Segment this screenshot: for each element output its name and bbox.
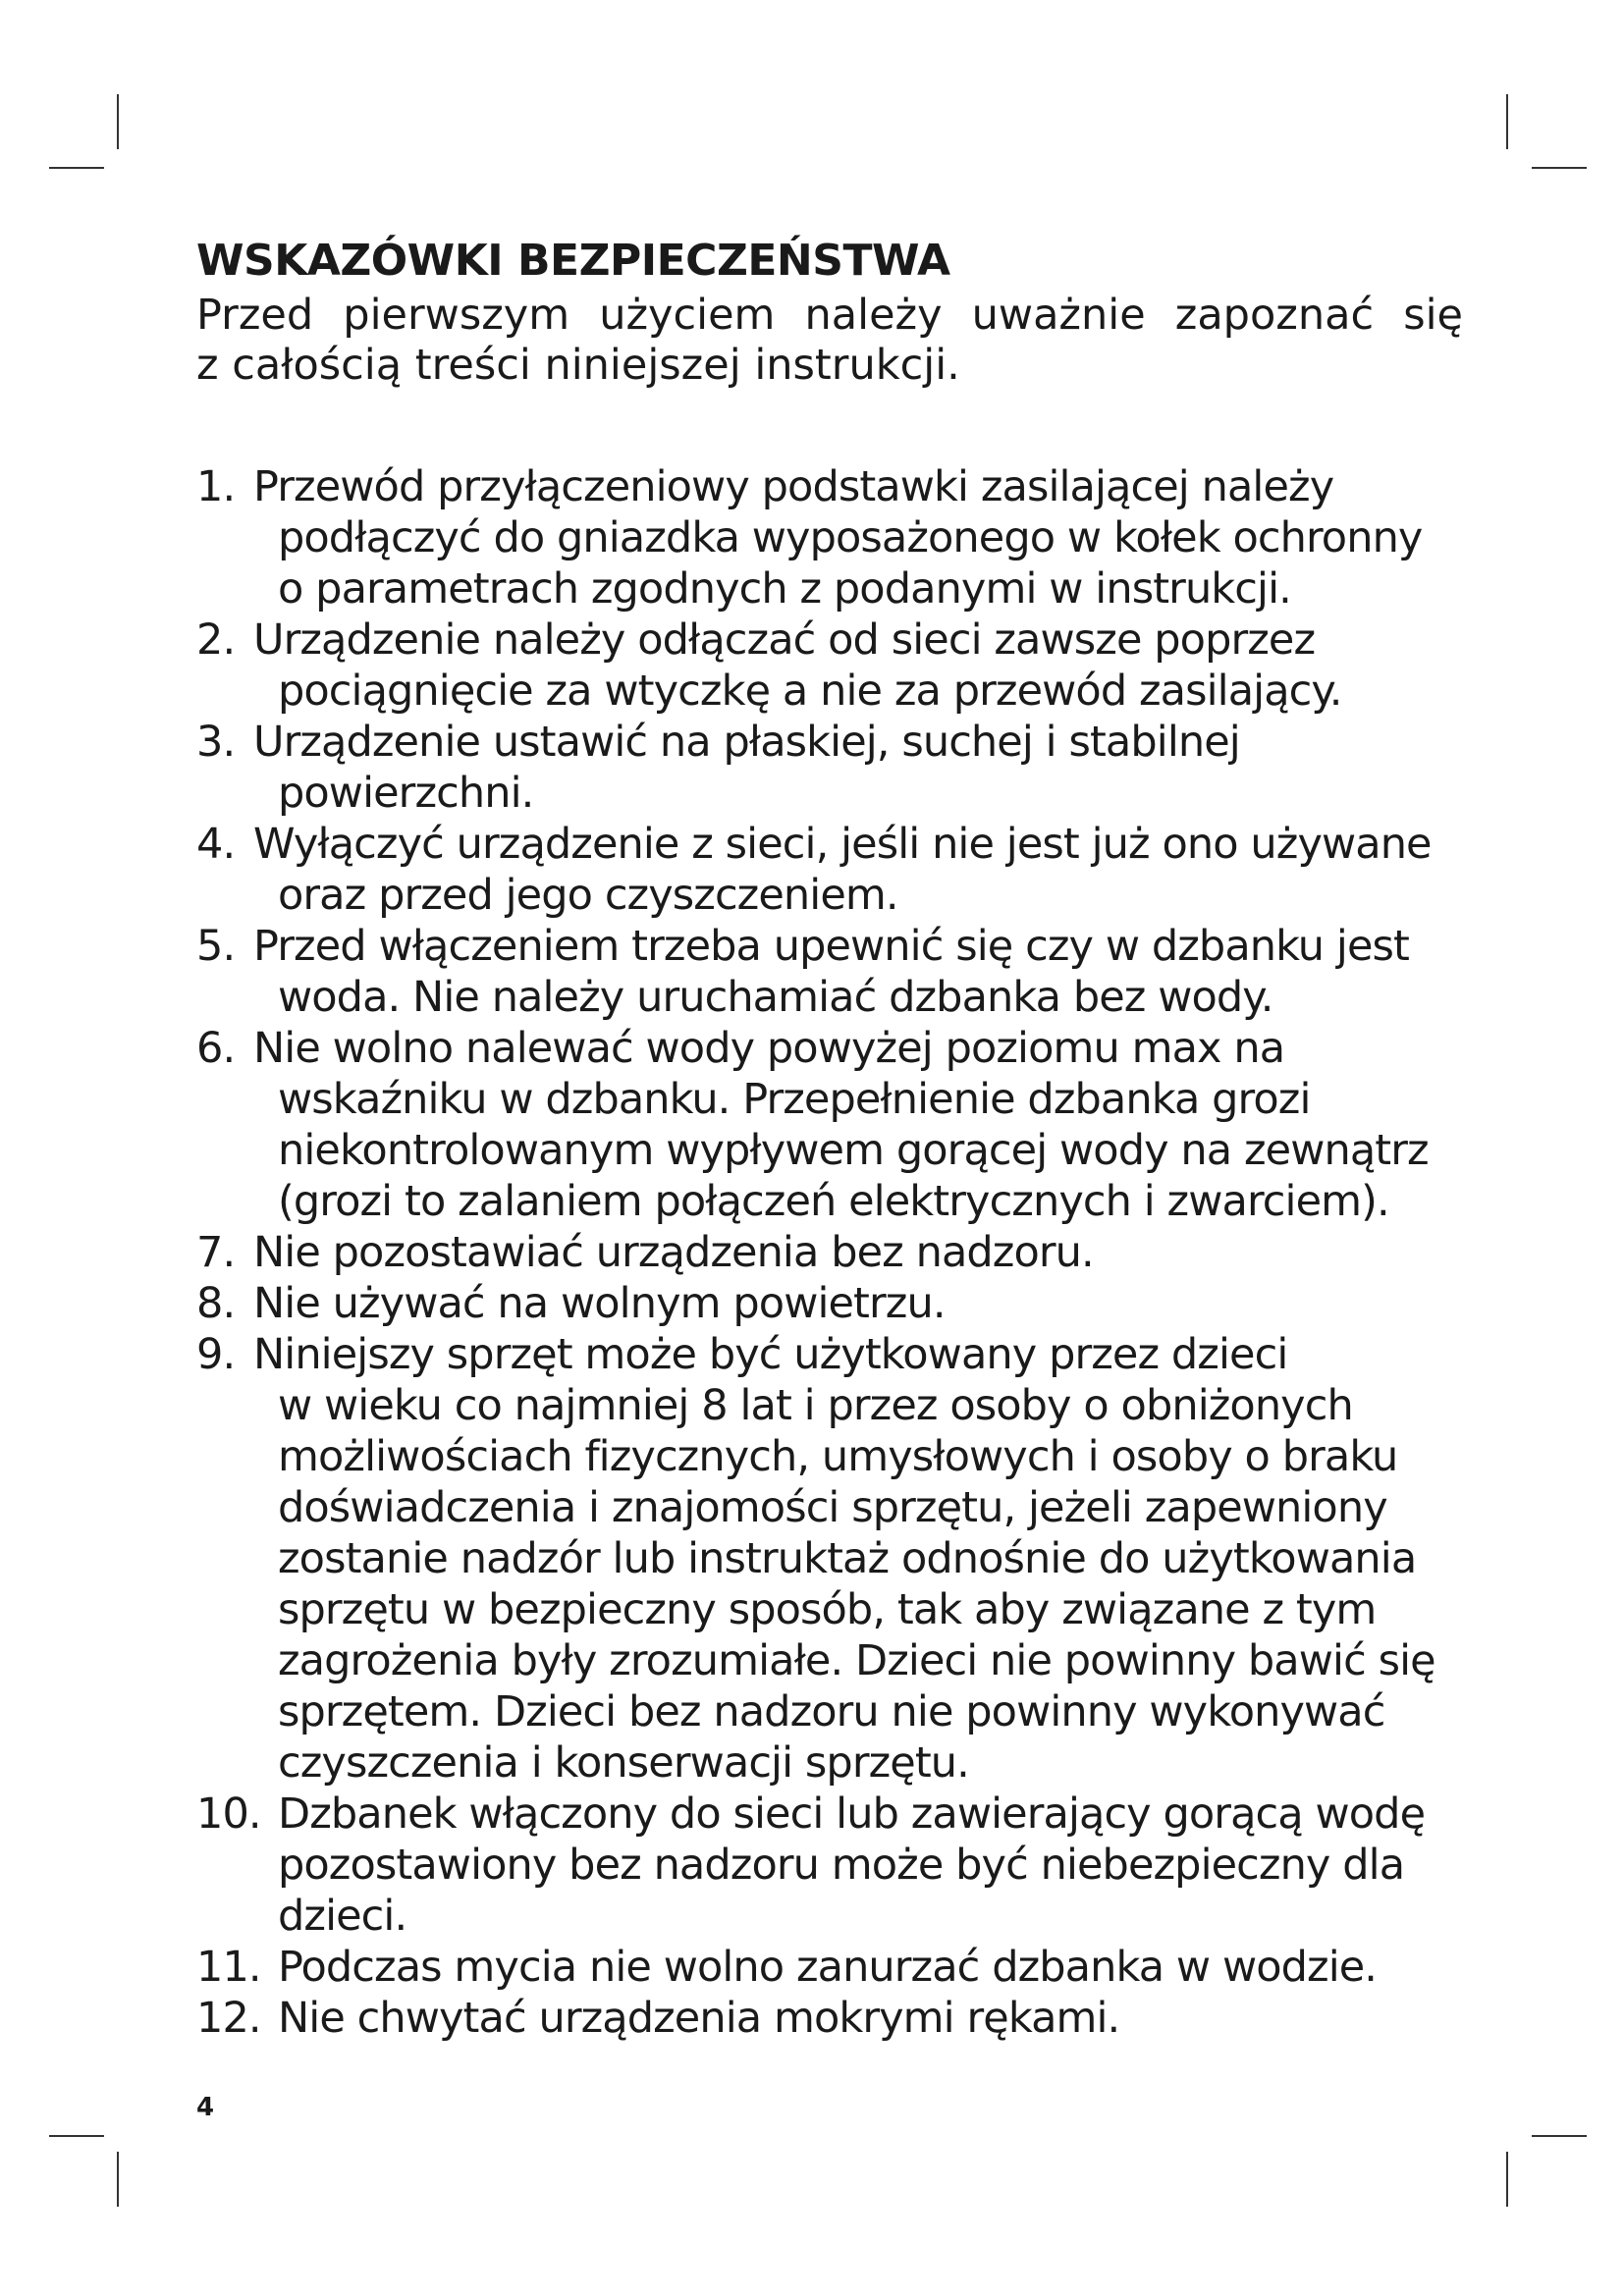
crop-mark (49, 2135, 104, 2137)
item-text-line: w wieku co najmniej 8 lat i przez osoby o obniżonych (278, 1381, 1353, 1430)
list-item (196, 1278, 1463, 1329)
item-text-line: sprzętem. Dzieci bez nadzoru nie powinny wykonywać (278, 1687, 1385, 1736)
item-text-line: powierzchni. (278, 769, 534, 818)
item-text-line: Przewód przyłączeniowy podstawki zasilającej należy (253, 462, 1334, 511)
list-item (196, 461, 1463, 614)
item-text-line: Przed włączeniem trzeba upewnić się czy w dzbanku jest (253, 922, 1409, 971)
item-number: 4. (196, 820, 236, 869)
crop-mark (117, 2152, 119, 2207)
item-text-line: Nie chwytać urządzenia mokrymi rękami. (278, 1994, 1120, 2043)
list-item (196, 1227, 1463, 1278)
item-text-line: wskaźniku w dzbanku. Przepełnienie dzbanka grozi (278, 1075, 1311, 1124)
instruction-list (196, 461, 1463, 2044)
item-text-line: pociągnięcie za wtyczkę a nie za przewód zasilający. (278, 667, 1342, 716)
item-text-line: Urządzenie należy odłączać od sieci zawsze poprzez (253, 615, 1316, 665)
item-text-line: Nie pozostawiać urządzenia bez nadzoru. (253, 1228, 1094, 1277)
list-item (196, 614, 1463, 717)
item-text-line: Wyłączyć urządzenie z sieci, jeśli nie jest już ono używane (253, 820, 1432, 869)
intro-line: Przed pierwszym użyciem należy uważnie zapoznać się (196, 291, 1463, 340)
list-item (196, 1993, 1463, 2044)
item-text-line: woda. Nie należy uruchamiać dzbanka bez wody. (278, 973, 1273, 1022)
item-number: 5. (196, 922, 236, 971)
crop-mark (49, 167, 104, 169)
item-number: 8. (196, 1279, 236, 1328)
list-item (196, 1789, 1463, 1942)
item-number: 3. (196, 718, 236, 767)
crop-mark (1532, 167, 1587, 169)
item-text-line: zagrożenia były zrozumiałe. Dzieci nie powinny bawić się (278, 1636, 1435, 1685)
item-number: 11. (196, 1943, 261, 1992)
item-number: 1. (196, 462, 236, 511)
item-number: 2. (196, 615, 236, 665)
item-text-line: niekontrolowanym wypływem gorącej wody na zewnątrz (278, 1126, 1429, 1175)
item-text-line: Nie używać na wolnym powietrzu. (253, 1279, 946, 1328)
item-number: 9. (196, 1330, 236, 1379)
intro-line: z całością treści niniejszej instrukcji. (196, 341, 960, 390)
item-number: 10. (196, 1789, 261, 1839)
item-text-line: o parametrach zgodnych z podanymi w instrukcji. (278, 564, 1291, 614)
page-number: 4 (196, 2093, 215, 2122)
list-item (196, 1942, 1463, 1993)
item-text-line: Urządzenie ustawić na płaskiej, suchej i stabilnej (253, 718, 1240, 767)
item-text-line: możliwościach fizycznych, umysłowych i osoby o braku (278, 1432, 1398, 1481)
crop-mark (1506, 2152, 1508, 2207)
item-text-line: pozostawiony bez nadzoru może być niebezpieczny dla (278, 1841, 1405, 1890)
item-number: 7. (196, 1228, 236, 1277)
item-text-line: doświadczenia i znajomości sprzętu, jeżeli zapewniony (278, 1483, 1387, 1532)
item-text-line: Podczas mycia nie wolno zanurzać dzbanka w wodzie. (278, 1943, 1378, 1992)
list-item (196, 1329, 1463, 1789)
list-item (196, 1023, 1463, 1227)
list-item (196, 717, 1463, 819)
intro-paragraph (196, 291, 1463, 391)
item-number: 6. (196, 1024, 236, 1073)
item-text-line: zostanie nadzór lub instruktaż odnośnie do użytkowania (278, 1534, 1417, 1583)
safety-instructions (196, 232, 1463, 2044)
item-text-line: Niniejszy sprzęt może być użytkowany przez dzieci (253, 1330, 1288, 1379)
item-text-line: sprzętu w bezpieczny sposób, tak aby związane z tym (278, 1585, 1377, 1634)
item-text-line: Dzbanek włączony do sieci lub zawierający gorącą wodę (278, 1789, 1426, 1839)
item-number: 12. (196, 1994, 261, 2043)
item-text-line: oraz przed jego czyszczeniem. (278, 871, 898, 920)
crop-mark (1532, 2135, 1587, 2137)
crop-mark (1506, 94, 1508, 149)
page-title: WSKAZÓWKI BEZPIECZEŃSTWA (196, 236, 950, 286)
item-text-line: (grozi to zalaniem połączeń elektrycznych i zwarciem). (278, 1177, 1389, 1226)
item-text-line: Nie wolno nalewać wody powyżej poziomu max na (253, 1024, 1285, 1073)
item-text-line: czyszczenia i konserwacji sprzętu. (278, 1738, 969, 1788)
crop-mark (117, 94, 119, 149)
item-text-line: dzieci. (278, 1892, 407, 1941)
list-item (196, 921, 1463, 1023)
item-text-line: podłączyć do gniazdka wyposażonego w kołek ochronny (278, 513, 1423, 562)
list-item (196, 819, 1463, 921)
